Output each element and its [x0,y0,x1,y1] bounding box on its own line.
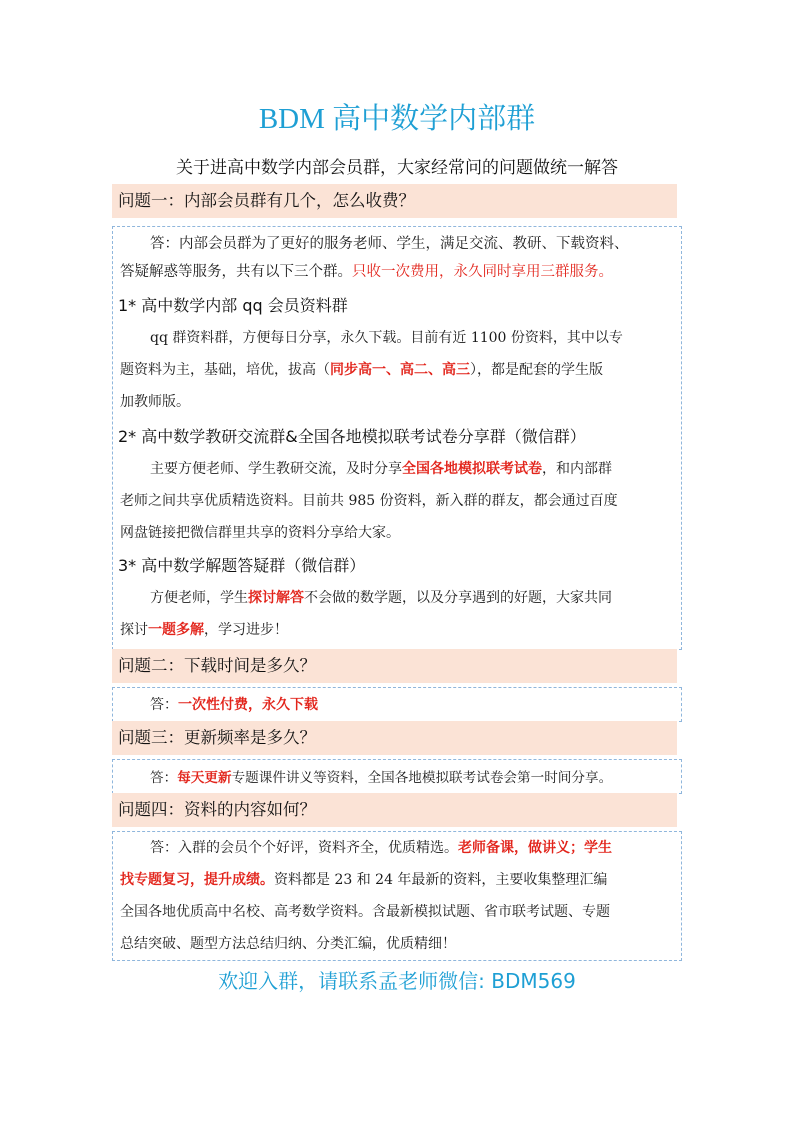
question-3-bar [112,721,677,755]
answer-4-line-4: 总结突破、题型方法总结归纳、分类汇编，优质精细！ [120,936,456,952]
group-3-line-2c: ，学习进步！ [204,622,288,638]
group-1-line-2 [120,359,603,379]
question-1-bar [112,184,677,218]
question-2-text: 问题二：下载时间是多久？ [118,656,316,675]
answer-4-line-3: 全国各地优质高中名校、高考数学资料。含最新模拟试题、省市联考试题、专题 [120,904,610,920]
group-1-line-3: 加教师版。 [120,394,190,410]
group-1-highlight: 同步高一、高二、高三 [330,362,470,378]
group-3-highlight-2: 一题多解 [148,622,204,638]
question-4-bar [112,793,677,827]
answer-2-highlight: 一次性付费，永久下载 [178,697,318,713]
answer-2-line [150,694,318,714]
question-2-bar [112,649,677,683]
answer-1-line-2 [120,260,613,281]
group-2-line-2: 老师之间共享优质精选资料。目前共 985 份资料，新入群的群友，都会通过百度 [120,493,618,509]
group-1-line-1: qq 群资料群，方便每日分享，永久下载。目前有近 1100 份资料，其中以专 [150,330,623,346]
group-3-highlight-1: 探讨解答 [248,590,304,606]
page-title: BDM 高中数学内部群 [258,103,536,135]
answer-3-highlight: 每天更新 [177,770,232,786]
group-2-line-3: 网盘链接把微信群里共享的资料分享给大家。 [120,525,400,541]
group-2-highlight: 全国各地模拟联考试卷 [402,461,542,477]
group-2-line-1c: ，和内部群 [542,461,612,477]
answer-2-prefix: 答： [150,697,178,713]
question-1-text: 问题一：内部会员群有几个，怎么收费？ [118,191,415,210]
question-3-text: 问题三：更新频率是多久？ [118,728,316,747]
answer-1-highlight: 只收一次费用，永久同时享用三群服务。 [352,264,613,280]
group-3-line-2 [120,619,288,639]
group-2-heading: 2* 高中数学教研交流群&全国各地模拟联考试卷分享群（微信群） [118,427,586,446]
answer-1-line-1: 答：内部会员群为了更好的服务老师、学生，满足交流、教研、下载资料、 [150,236,629,252]
answer-1-line-2-text: 答疑解惑等服务，共有以下三个群。 [120,264,352,280]
page-subtitle: 关于进高中数学内部会员群，大家经常问的问题做统一解答 [176,158,618,178]
contact-footer: 欢迎入群，请联系孟老师微信: BDM569 [218,969,576,993]
answer-3-prefix: 答： [150,770,178,786]
question-4-text: 问题四：资料的内容如何？ [118,800,316,819]
answer-3-rest: 专题课件讲义等资料，全国各地模拟联考试卷会第一时间分享。 [231,770,613,786]
group-1-heading: 1* 高中数学内部 qq 会员资料群 [118,296,348,315]
group-3-line-1a: 方便老师，学生 [150,590,248,606]
group-3-line-1c: 不会做的数学题，以及分享遇到的好题，大家共同 [304,590,612,606]
group-1-line-2c: ），都是配套的学生版 [470,362,603,378]
answer-3-line [150,766,612,786]
group-3-line-1 [150,587,612,607]
group-2-line-1a: 主要方便老师、学生教研交流，及时分享 [150,461,402,477]
answer-4-line-2b: 资料都是 23 和 24 年最新的资料，主要收集整理汇编 [274,872,608,888]
answer-4-line-1 [150,837,612,857]
answer-4-highlight-1: 老师备课，做讲义；学生 [458,840,612,856]
answer-4-highlight-2: 找专题复习，提升成绩。 [120,872,274,888]
group-1-line-2a: 题资料为主，基础，培优，拔高（ [120,362,330,378]
answer-4-line-1a: 答：入群的会员个个好评，资料齐全，优质精选。 [150,840,458,856]
group-3-line-2a: 探讨 [120,622,148,638]
group-2-line-1 [150,458,612,478]
group-3-heading: 3* 高中数学解题答疑群（微信群） [118,556,366,575]
answer-4-line-2 [120,869,607,889]
